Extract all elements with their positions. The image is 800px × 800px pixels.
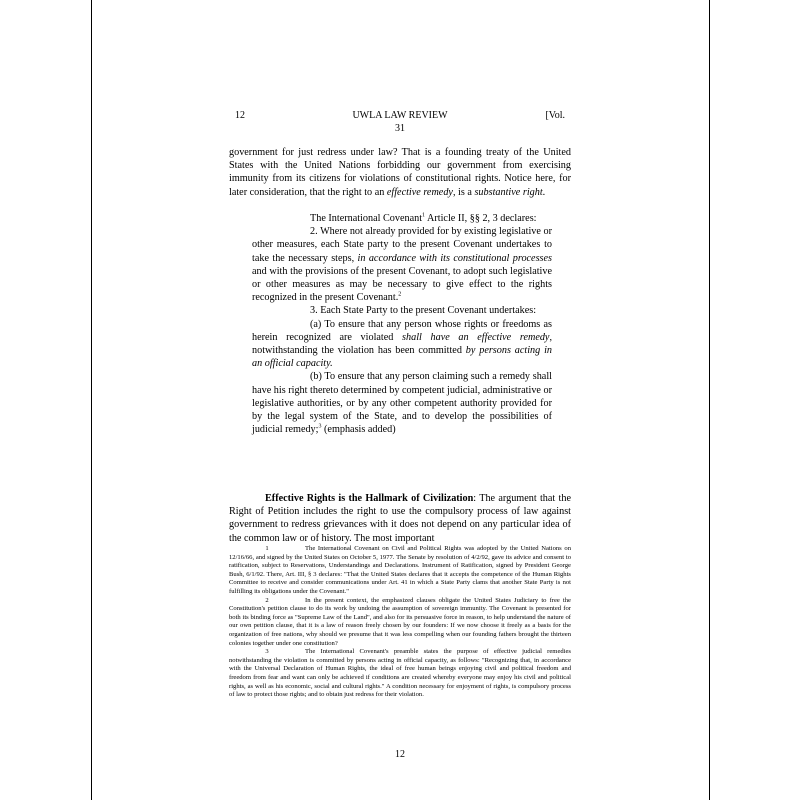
footnote-3-text: The International Covenant's preamble states the purpose of effective judicial remedies notwithstanding the violation is committed by persons acting in official capacity, as follows: "Recognizing that, in accordance with the Universal Declaration of Human Rights, the ideal of free human beings enjoying civil and political freedom and freedom from fear and want can only be achieved if conditions are created whereby everyone may enjoy his civil and political rights, as well as his economic, social and cultural rights." A condition necessary for enjoyment of rights, is compulsory process of law to protect those rights; and to obtain just redress for their violation. (229, 648, 571, 699)
header-journal-title: UWLA LAW REVIEW (352, 110, 448, 121)
footnote-3-mark: 3 (265, 648, 269, 656)
quote-section-2 (252, 225, 552, 304)
q2-emphasis: in accordance with its constitutional processes (357, 252, 552, 264)
section-heading: Effective Rights is the Hallmark of Civilization (265, 493, 474, 504)
footnote-3 (229, 648, 571, 700)
header-volume-number: 31 (395, 123, 405, 134)
footnote-ref-1: 1 (422, 212, 426, 219)
q2-text-1: 2. Where not already provided for by existing legislative or other measures, each State party to the present Covenant undertakes to take the necessary steps, (252, 226, 552, 264)
body-text-bottom (229, 492, 571, 545)
footnote-2 (229, 597, 571, 649)
quote-section-3: 3. Each State Party to the present Covenant undertakes: (310, 305, 537, 317)
qa-emphasis-1: shall have an effective remedy (402, 331, 550, 343)
quote-clause-b (252, 370, 552, 436)
q2-text-2: and with the provisions of the present Covenant, to adopt such legislative or other measures as may be necessary to give effect to the rights recognized in the present Covenant. (252, 265, 552, 304)
footer-page-number: 12 (395, 749, 405, 760)
footnotes (229, 545, 571, 700)
qa-text-1: (a) To ensure that any person whose rights or freedoms as herein recognized are violated (252, 318, 552, 343)
qb-text-1: (b) To ensure that any person claiming such a remedy shall have his right thereto determined by competent judicial, administrative or legislative authorities, or by any other competent authority provided for by the legal system of the State, and to develop the possibilities of judicial remedy; (252, 371, 552, 436)
qb-text-2: (emphasis added) (321, 424, 396, 436)
header-volume-label: [Vol. (545, 110, 565, 121)
footnote-ref-2: 2 (398, 291, 402, 298)
para1-text-2: , is a (452, 186, 475, 198)
quote-clause-a (252, 318, 552, 371)
footnote-2-mark: 2 (265, 596, 269, 604)
para1-emphasis-1: effective remedy (386, 186, 453, 198)
para2-text-2: Article II, §§ 2, 3 declares: (425, 213, 537, 224)
paragraph-1 (229, 146, 571, 199)
footnote-2-text: In the present context, the emphasized clauses obligate the United States Judiciary to free the Constitution's petition clause to do its work by undoing the assumption of sovereign immunity. The Covenant is presented for both its binding force as "Supreme Law of the Land", and also for its persuasive force in reason, to help understand the nature of our own petition clause, that it is a law of reason freely chosen by our founders: If we now choose it freely as a basis for the organization of free nations, why should we presume that it was less compelling when our founding fathers brought the thirteen colonies together under one constitution? (229, 596, 571, 647)
para2-text-1: The International Covenant (310, 213, 423, 224)
body-text-top (229, 146, 571, 199)
para1-text-3: . (542, 186, 546, 198)
qa-text-2: , notwithstanding the violation has been committed (252, 331, 553, 357)
paragraph-2 (252, 212, 552, 225)
paragraph-3 (229, 492, 571, 545)
footnote-1 (229, 545, 571, 597)
para3-text: : The argument that the Right of Petition includes the right to use the compulsory process of law against government to redress grievances with it does not depend on any particular idea of the common law or of history. The most important (229, 493, 571, 544)
header-page-number: 12 (235, 110, 245, 121)
covenant-quote (252, 212, 552, 436)
footnote-1-text: The International Covenant on Civil and Political Rights was adopted by the United Nations on 12/16/66, and signed by the United States on October 5, 1977. The Senate by resolution of 4/2/92, gave its advice and consent to ratification, subject to Reservations, Understandings and Declarations. Instrument of Ratification, signed by President George Bush, 6/1/92. There, Art. III, § 3 declares: "That the United States declares that it accepts the competence of the Human Rights Committee to receive and consider communications under Art. 41 in which a State Party clams that another State Party is not fulfilling its obligations under the Covenant." (229, 545, 571, 595)
qa-emphasis-2: by persons acting in an official capacity. (252, 345, 552, 370)
footnote-ref-3: 3 (318, 423, 322, 430)
running-header (229, 109, 571, 134)
page-left-edge (91, 0, 92, 800)
para1-text-1: government for just redress under law? That is a founding treaty of the United States with the United Nations forbidding our government from exercising immunity from its citizens for violations of constitutional rights. Notice here, for later consideration, that the right to an (229, 147, 571, 198)
footnote-1-mark: 1 (265, 545, 269, 552)
page-right-edge (709, 0, 710, 800)
para1-emphasis-2: substantive right (474, 186, 543, 198)
